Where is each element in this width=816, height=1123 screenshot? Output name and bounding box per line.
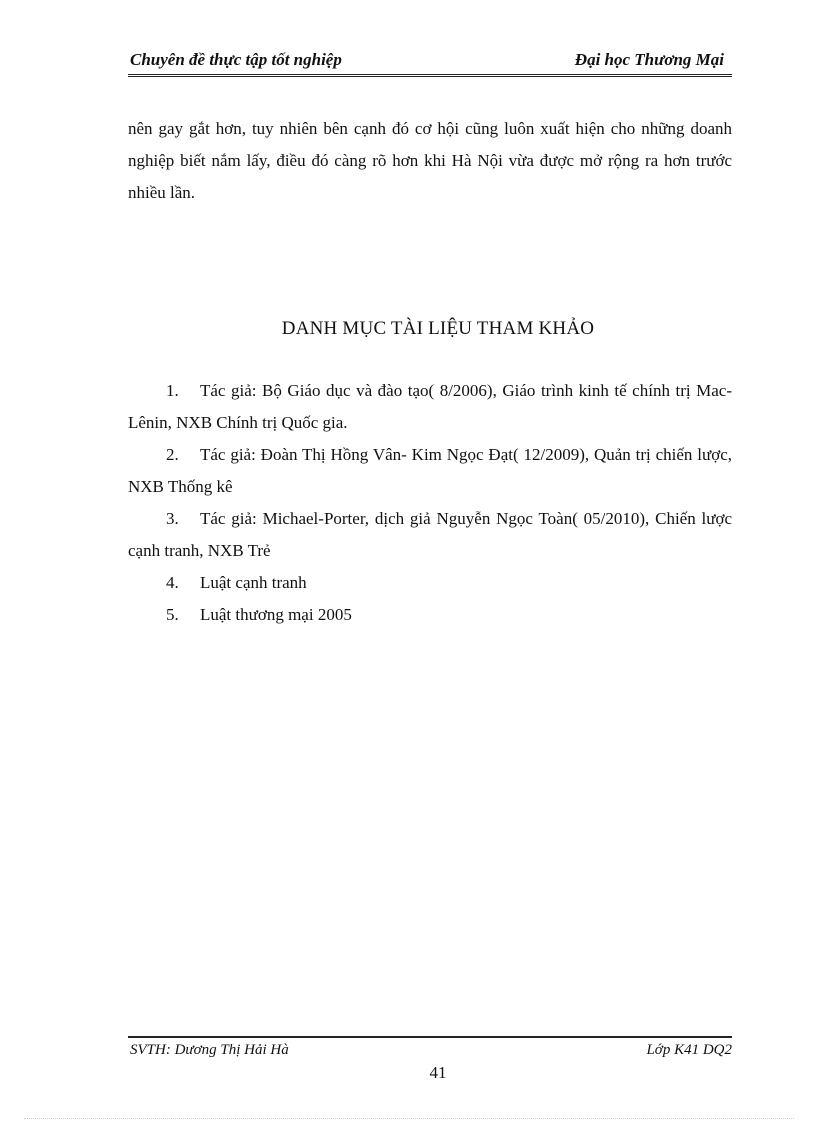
footer-divider — [128, 1036, 732, 1038]
reference-item — [128, 375, 732, 439]
reference-item — [128, 567, 732, 599]
footer-student-name: SVTH: Dương Thị Hải Hà — [130, 1042, 289, 1058]
footer-class-name: Lớp K41 DQ2 — [646, 1042, 732, 1058]
reference-text: Luật cạnh tranh — [200, 573, 307, 592]
references-title: DANH MỤC TÀI LIỆU THAM KHẢO — [281, 318, 595, 339]
reference-text: Tác giả: Đoàn Thị Hồng Vân- Kim Ngọc Đạt( 12/2009), Quản trị chiến lược, NXB Thống kê — [128, 445, 732, 496]
reference-number: 1. — [166, 381, 179, 400]
page-number: 41 — [429, 1063, 447, 1082]
page-footer — [128, 1042, 732, 1064]
reference-number: 5. — [166, 605, 179, 624]
reference-text: Tác giả: Bộ Giáo dục và đào tạo( 8/2006), Giáo trình kinh tế chính trị Mac-Lênin, NXB Chính trị Quốc gia. — [128, 381, 732, 432]
header-university-name: Đại học Thương Mại — [574, 50, 724, 69]
page-edge-divider — [24, 1118, 794, 1119]
reference-item — [128, 599, 732, 631]
body-text — [128, 113, 732, 209]
reference-item — [128, 439, 732, 503]
reference-item — [128, 503, 732, 567]
header-document-title: Chuyên đề thực tập tốt nghiệp — [130, 50, 342, 69]
body-paragraph: nên gay gắt hơn, tuy nhiên bên cạnh đó cơ hội cũng luôn xuất hiện cho những doanh nghiệp biết nắm lấy, điều đó càng rõ hơn khi Hà Nội vừa được mở rộng ra hơn trước nhiều lần. — [128, 119, 732, 202]
reference-number: 4. — [166, 573, 179, 592]
reference-number: 3. — [166, 509, 179, 528]
reference-list — [128, 375, 732, 631]
reference-text: Luật thương mại 2005 — [200, 605, 352, 624]
reference-text: Tác giả: Michael-Porter, dịch giả Nguyễn Ngọc Toàn( 05/2010), Chiến lược cạnh tranh, NXB Trẻ — [128, 509, 732, 560]
reference-number: 2. — [166, 445, 179, 464]
page-header — [128, 48, 732, 77]
